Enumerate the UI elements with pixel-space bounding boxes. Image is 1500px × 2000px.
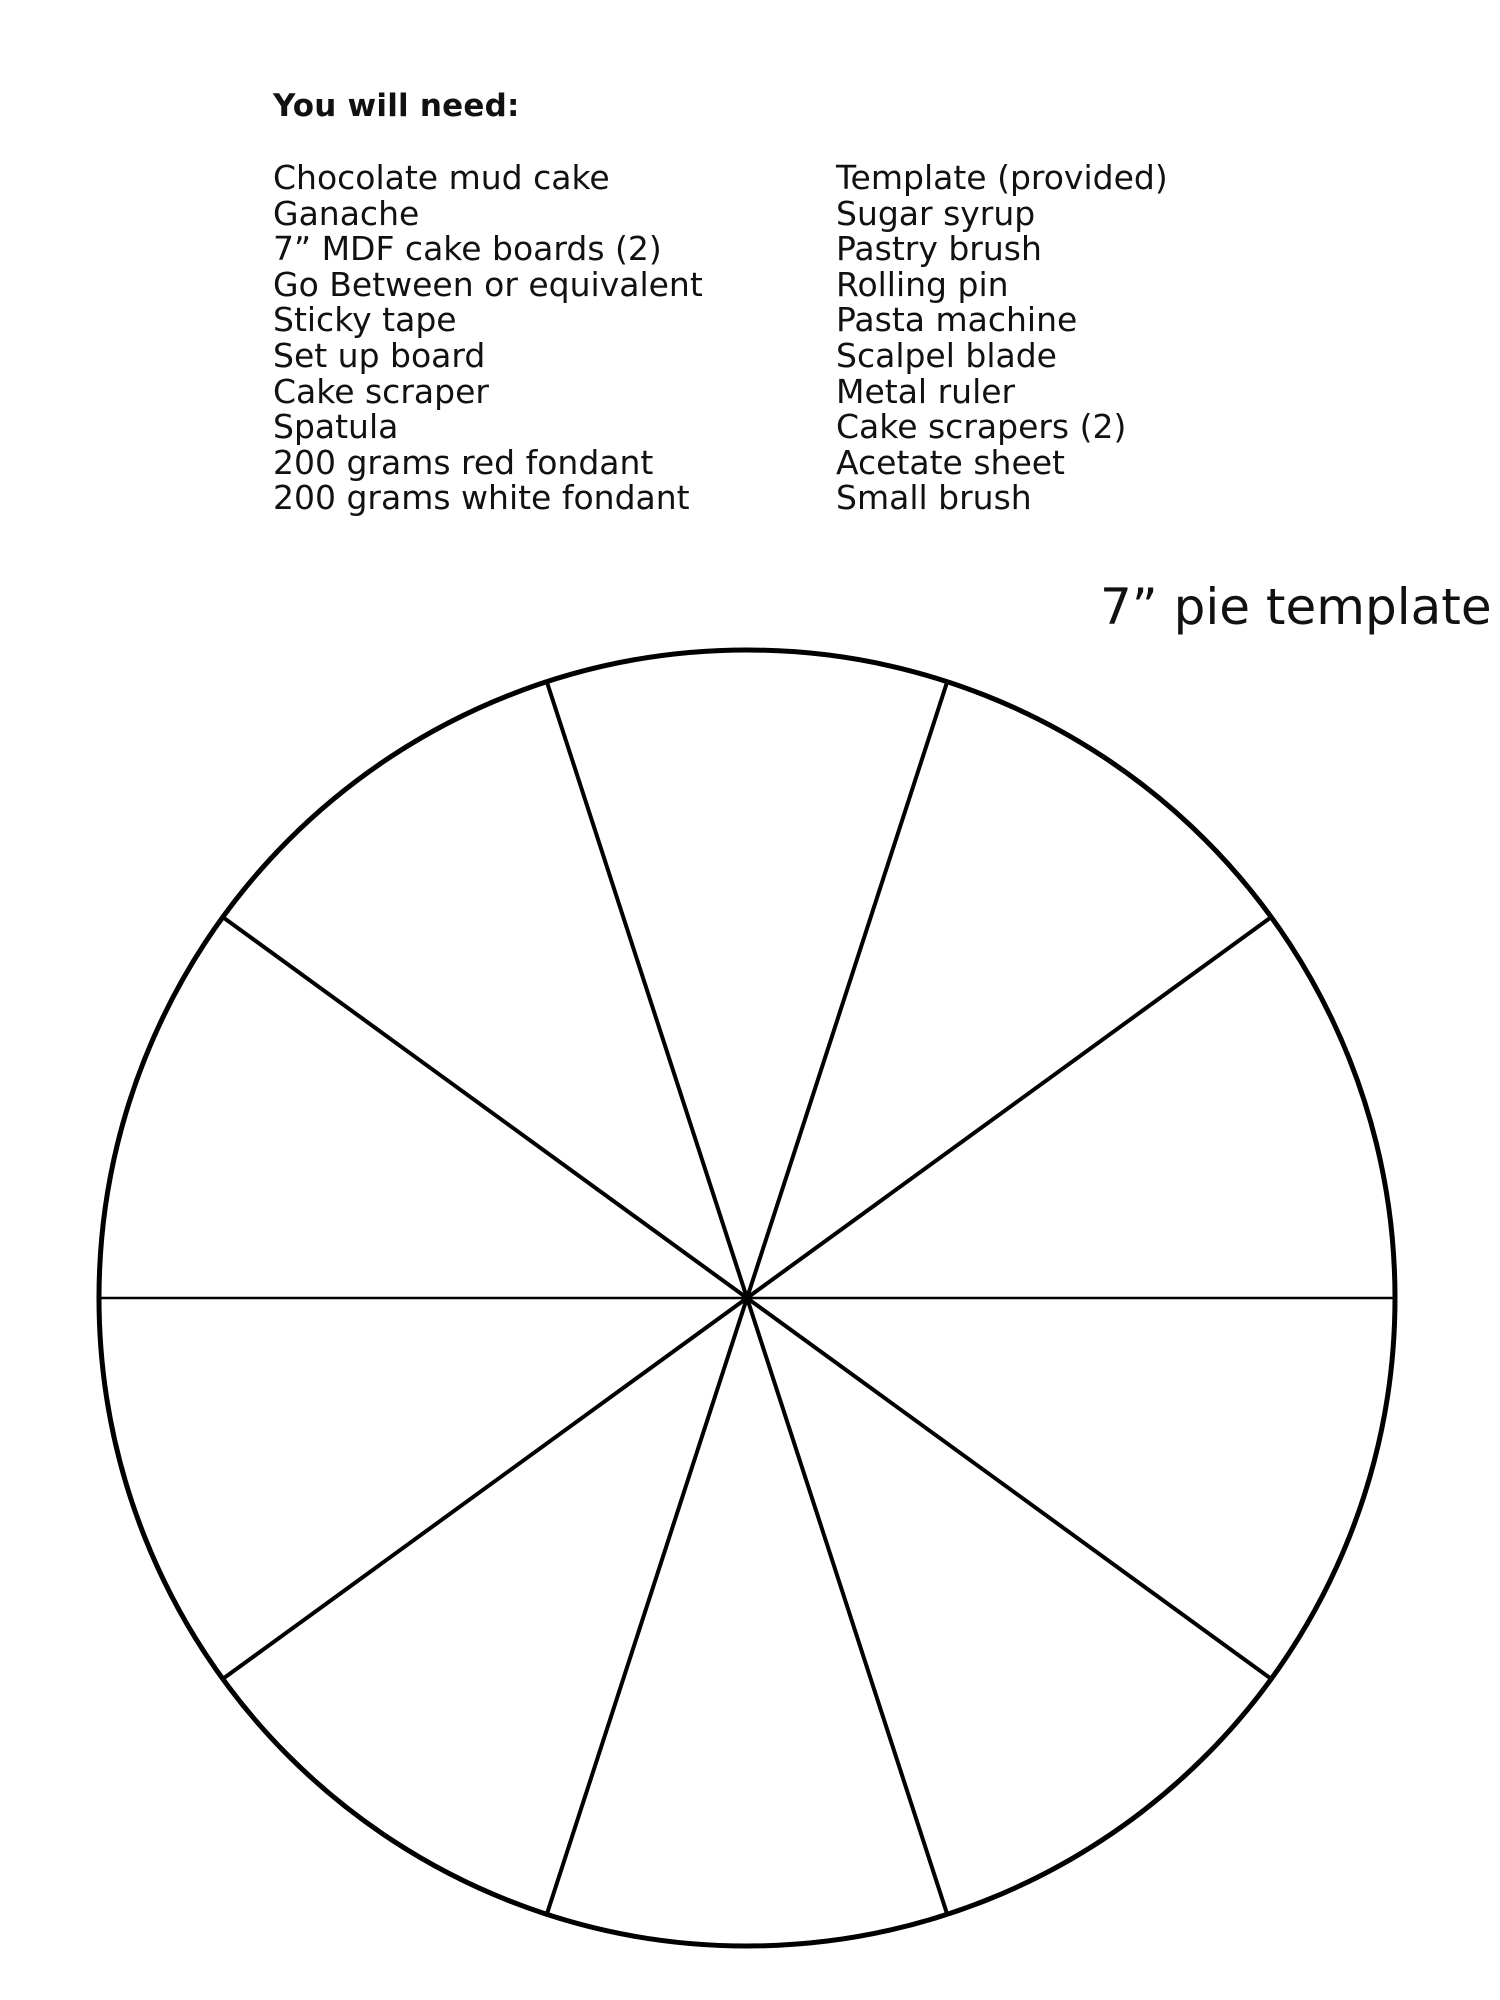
list-item: Acetate sheet xyxy=(836,442,1065,482)
slice-divider-line xyxy=(223,1298,747,1679)
list-item: Go Between or equivalent xyxy=(273,264,703,304)
list-item: 7” MDF cake boards (2) xyxy=(273,229,662,269)
list-item: Pasta machine xyxy=(836,300,1078,340)
list-item: Pastry brush xyxy=(836,229,1042,269)
pie-center-dot xyxy=(742,1293,752,1303)
template-title: 7” pie template xyxy=(1100,578,1492,636)
list-item: Set up board xyxy=(273,335,486,375)
list-item: Chocolate mud cake xyxy=(273,158,610,197)
list-item: Cake scraper xyxy=(273,371,489,411)
slice-divider-line xyxy=(747,917,1271,1298)
list-item: Sugar syrup xyxy=(836,193,1036,233)
slice-divider-line xyxy=(747,1298,947,1914)
list-item: 200 grams red fondant xyxy=(273,442,654,482)
list-item: Cake scrapers (2) xyxy=(836,407,1127,447)
list-item: 200 grams white fondant xyxy=(273,478,690,518)
list-item: Scalpel blade xyxy=(836,335,1057,375)
slice-divider-line xyxy=(547,682,747,1298)
list-item: Sticky tape xyxy=(273,300,457,340)
list-item: Small brush xyxy=(836,478,1032,518)
slice-divider-line xyxy=(223,917,747,1298)
list-item: Spatula xyxy=(273,407,399,447)
slice-divider-line xyxy=(747,1298,1271,1679)
you-will-need-heading: You will need: xyxy=(273,88,520,124)
slice-divider-line xyxy=(747,682,947,1298)
list-item: Metal ruler xyxy=(836,371,1016,411)
slice-divider-line xyxy=(547,1298,747,1914)
list-item: Ganache xyxy=(273,193,420,233)
list-item: Rolling pin xyxy=(836,264,1009,304)
list-item: Template (provided) xyxy=(836,158,1168,197)
